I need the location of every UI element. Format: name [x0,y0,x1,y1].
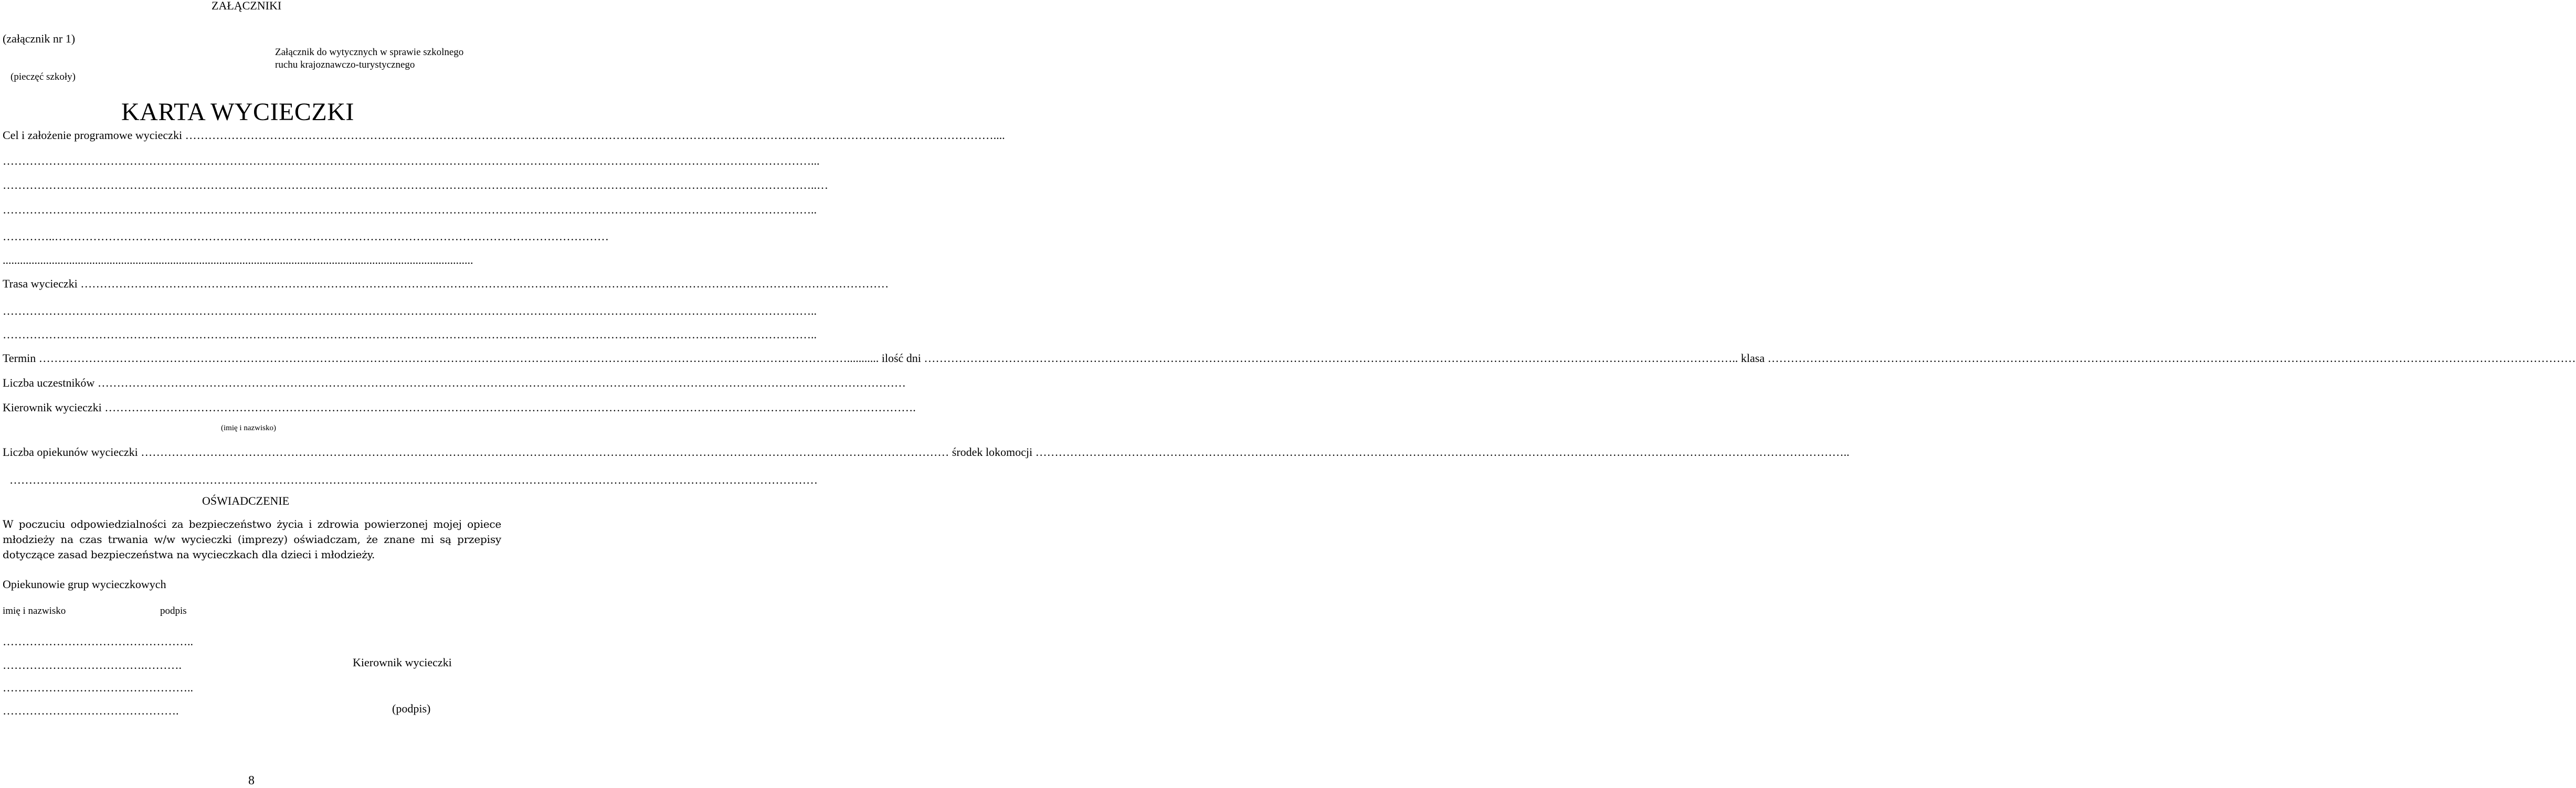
leader-signature-hint: (podpis) [392,702,431,715]
guardians-dots[interactable] [141,445,949,459]
attachment-note-line1: Załącznik do wytycznych w sprawie szkolnego [275,47,464,58]
signature-line-2[interactable]: ……………………………….………. [3,658,182,672]
goal-line-2[interactable] [3,178,828,192]
dots [3,154,811,168]
attachment-number: (załącznik nr 1) [3,32,76,45]
participants-field[interactable] [3,376,490,390]
transport-label: środek lokomocji [952,445,1033,459]
goal-line-1[interactable] [3,154,820,168]
transport-dots[interactable] [1036,445,1844,459]
dots-tail: .. [1843,445,1850,459]
dots [3,328,811,342]
leader-field[interactable] [3,401,916,414]
dots-tail: .. [811,203,817,216]
dots [9,473,818,487]
dots-tail: .. [811,328,817,341]
signature-line-1[interactable]: ………………………………………….. [3,635,193,648]
days-dots[interactable] [924,352,1732,365]
term-label: Termin [3,352,36,365]
leader-label: Kierownik wycieczki [3,401,102,414]
guardians-heading: Opiekunowie grup wycieczkowych [3,578,166,591]
column-name-label: imię i nazwisko [3,605,66,616]
goal-tail: .... [993,129,1005,142]
declaration-heading: OŚWIADCZENIE [202,494,290,507]
signature-line-4[interactable]: ………………………………………. [3,704,179,717]
dots [3,203,811,217]
goal-line-5[interactable]: ................................................................................................................................................................... [3,253,473,267]
annex-title: ZAŁĄCZNIKI [212,0,282,12]
goal-field[interactable] [3,129,1005,142]
leader-hint: (imię i nazwisko) [221,424,276,432]
class-dots[interactable] [1768,352,2576,365]
route-dots [80,277,889,291]
goal-line-3[interactable] [3,203,817,217]
attachment-note-line2: ruchu krajoznawczo-turystycznego [275,59,415,70]
term-row [3,352,1765,365]
days-tail: .. [1732,352,1738,365]
route-label: Trasa wycieczki [3,277,78,290]
participants-label: Liczba uczestników [3,376,95,389]
dots-tail: ... [811,154,820,167]
dots-tail: . [913,401,916,414]
route-line-2[interactable] [3,328,817,342]
school-stamp-label: (pieczęć szkoły) [10,71,76,82]
dots [3,304,811,318]
class-label: klasa [1740,352,1765,365]
leader-dots [104,401,913,414]
column-signature-label: podpis [160,605,187,616]
term-tail: ........... [847,352,879,365]
goal-label: Cel i założenie programowe wycieczki [3,129,183,142]
participants-dots [98,376,906,390]
declaration-text: W poczuciu odpowiedzialności za bezpieczeństwo życia i zdrowia powierzonej mojej opiece młodzieży na czas trwania w/w wycieczki (imprezy) oświadczam, że znane mi są przepisy dotyczące zasad bezpieczeństwa na wycieczkach dla dzieci i młodzieży. [3,518,501,561]
guardians-label: Liczba opiekunów wycieczki [3,445,138,459]
guardians-row [3,445,1850,459]
signature-line-3[interactable]: ………………………………………….. [3,681,193,694]
page-number: 8 [248,774,255,787]
route-line-1[interactable] [3,304,817,318]
route-field[interactable] [3,277,501,291]
days-label: ilość dni [881,352,921,365]
dots-tail: .. [811,304,817,317]
leader-signature-label: Kierownik wycieczki [353,656,452,669]
goal-line-4[interactable]: …………..……………………………………………………………………………………………………………………………… [3,230,609,243]
goal-dots [185,129,994,142]
term-dots[interactable] [39,352,847,365]
dots [3,178,811,192]
form-heading: KARTA WYCIECZKI [121,98,354,126]
transport-line-2[interactable] [9,473,489,487]
dots-tail: ..… [811,178,828,191]
